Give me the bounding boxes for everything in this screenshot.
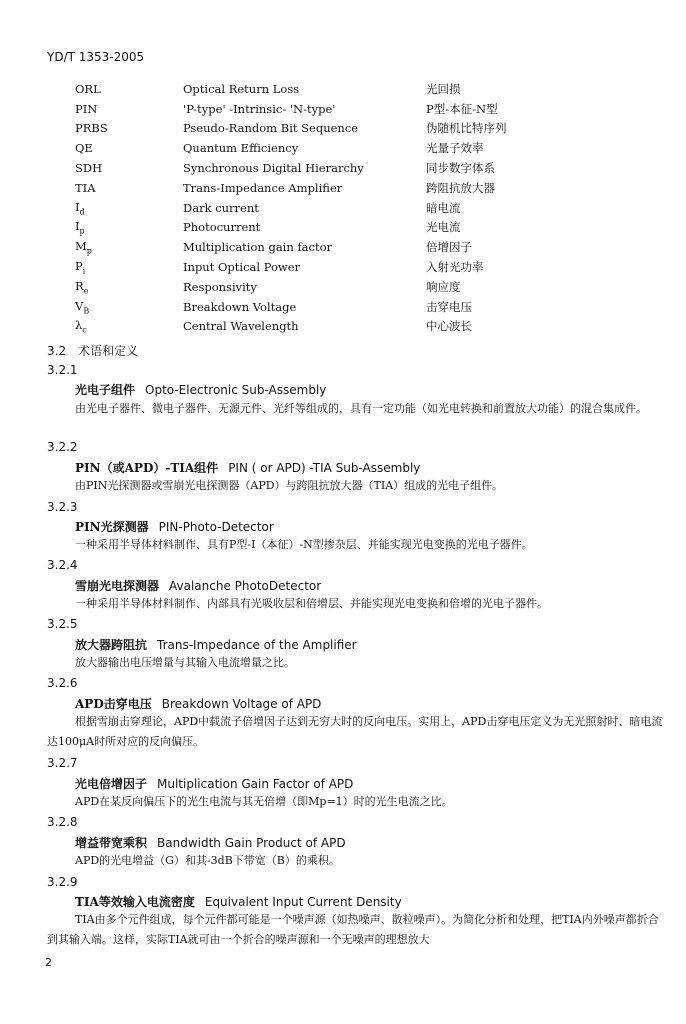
abbreviation-symbol <box>75 99 183 119</box>
definition-term <box>75 636 357 653</box>
symbol-subscript: B <box>83 305 90 315</box>
abbreviation-row <box>75 297 586 317</box>
term-english: Equivalent Input Current Density <box>204 895 402 909</box>
definition-term <box>75 518 274 535</box>
abbreviation-english: Optical Return Loss <box>183 81 300 96</box>
abbreviation-symbol <box>75 138 183 158</box>
symbol-subscript: d <box>79 206 85 216</box>
abbreviation-english: Dark current <box>183 200 259 215</box>
abbreviation-symbol <box>75 277 183 297</box>
abbreviation-row <box>75 79 586 99</box>
term-chinese: 雪崩光电探测器 <box>75 579 160 593</box>
symbol-text: TIA <box>75 180 96 195</box>
abbreviation-chinese: 中心波长 <box>426 319 472 334</box>
definition-term <box>75 775 353 792</box>
abbreviation-row <box>75 138 586 158</box>
definition-number: 3.2.9 <box>47 875 78 889</box>
definition-body: APD在某反向偏压下的光生电流与其无倍增（即Mp=1）时的光生电流之比。 <box>75 795 453 808</box>
abbreviation-chinese: 光回损 <box>426 81 461 96</box>
abbreviation-symbol <box>75 297 183 317</box>
abbreviation-symbol <box>75 218 183 238</box>
definition-body: 根据雪崩击穿理论，APD中载流子倍增因子达到无穷大时的反向电压。实用上，APD击穿电压定义为无光照射时、暗电流达100μA时所对应的反向偏压。 <box>47 715 663 748</box>
abbreviation-row <box>75 178 586 198</box>
abbreviation-symbol <box>75 79 183 99</box>
abbreviation-chinese: 光电流 <box>426 220 461 235</box>
symbol-subscript: e <box>83 286 89 296</box>
symbol-text: SDH <box>75 161 103 176</box>
abbreviation-english: Central Wavelength <box>183 319 299 334</box>
definition-number: 3.2.5 <box>47 617 78 631</box>
abbreviation-english: 'P-type' -Intrinsic- 'N-type' <box>183 101 336 116</box>
symbol-subscript: p <box>79 226 85 236</box>
term-english: PIN ( or APD) -TIA Sub-Assembly <box>228 461 421 475</box>
term-english: Trans-Impedance of the Amplifier <box>157 638 357 652</box>
abbreviation-chinese: 击穿电压 <box>426 299 472 314</box>
abbreviation-symbol <box>75 317 183 337</box>
definition-term <box>75 695 321 712</box>
abbreviation-symbol <box>75 257 183 277</box>
symbol-text: PIN <box>75 101 98 116</box>
symbol-text: P <box>75 258 83 273</box>
term-chinese: APD击穿电压 <box>75 697 152 711</box>
definition-body: 一种采用半导体材料制作、内部具有光吸收层和倍增层、并能实现光电变换和倍增的光电子器件。 <box>75 597 548 610</box>
definition-number: 3.2.1 <box>47 363 78 377</box>
term-chinese: 增益带宽乘积 <box>75 836 148 850</box>
abbreviation-english: Trans-Impedance Amplifier <box>183 180 343 195</box>
term-chinese: 光电倍增因子 <box>75 777 148 791</box>
abbreviation-chinese: 同步数字体系 <box>426 161 495 176</box>
term-english: Multiplication Gain Factor of APD <box>157 777 354 791</box>
definition-body: 一种采用半导体材料制作、具有P型-I（本征）-N型掺杂层、并能实现光电变换的光电子器件。 <box>75 538 533 551</box>
abbreviation-row <box>75 198 586 218</box>
symbol-subscript: i <box>82 266 86 276</box>
symbol-text: I <box>75 219 80 234</box>
abbreviation-symbol <box>75 237 183 257</box>
term-chinese: 放大器跨阻抗 <box>75 638 148 652</box>
term-english: Opto-Electronic Sub-Assembly <box>145 383 327 397</box>
abbreviation-chinese: 暗电流 <box>426 200 461 215</box>
abbreviation-english: Photocurrent <box>183 220 261 235</box>
abbreviation-symbol <box>75 119 183 139</box>
abbreviation-english: Quantum Efficiency <box>183 141 299 156</box>
symbol-text: PRBS <box>75 121 108 136</box>
abbreviation-chinese: 倍增因子 <box>426 240 472 255</box>
term-english: Bandwidth Gain Product of APD <box>157 836 346 850</box>
term-chinese: PIN（或APD）-TIA组件 <box>75 461 219 475</box>
abbreviation-row <box>75 158 586 178</box>
symbol-subscript: c <box>82 325 87 335</box>
symbol-text: I <box>75 199 80 214</box>
abbreviation-chinese: 入射光功率 <box>426 260 484 275</box>
symbol-subscript: p <box>86 246 92 256</box>
definition-number: 3.2.6 <box>47 676 78 690</box>
abbreviation-english: Breakdown Voltage <box>183 299 297 314</box>
term-chinese: PIN光探测器 <box>75 520 149 534</box>
page-number: 2 <box>45 956 52 969</box>
abbreviation-symbol <box>75 198 183 218</box>
definition-body: 由光电子器件、微电子器件、无源元件、光纤等组成的，具有一定功能（如光电转换和前置放大功能）的混合集成件。 <box>75 402 647 415</box>
abbreviation-row <box>75 237 586 257</box>
definition-term <box>75 834 346 851</box>
abbreviation-english: Multiplication gain factor <box>183 240 333 255</box>
symbol-text: V <box>75 298 84 313</box>
definition-term <box>75 577 321 594</box>
definition-number: 3.2.4 <box>47 558 78 572</box>
abbreviation-row <box>75 277 586 297</box>
abbreviation-chinese: P型-本征-N型 <box>426 101 498 116</box>
definition-number: 3.2.2 <box>47 440 78 454</box>
definition-body: 放大器输出电压增量与其输入电流增量之比。 <box>75 656 295 669</box>
term-chinese: 光电子组件 <box>75 383 136 397</box>
abbreviation-english: Pseudo-Random Bit Sequence <box>183 121 359 136</box>
definition-number: 3.2.8 <box>47 815 78 829</box>
section-heading: 3.2 术语和定义 <box>47 344 139 358</box>
abbreviation-chinese: 光量子效率 <box>426 141 484 156</box>
abbreviation-chinese: 伪随机比特序列 <box>426 121 507 136</box>
definition-term <box>75 381 326 398</box>
symbol-text: λ <box>75 318 83 333</box>
symbol-text: R <box>75 278 84 293</box>
abbreviation-row <box>75 218 586 238</box>
abbreviation-row <box>75 257 586 277</box>
symbol-text: M <box>75 239 87 254</box>
definition-body: APD的光电增益（G）和其-3dB下带宽（B）的乘积。 <box>75 854 340 867</box>
definition-term <box>75 459 420 476</box>
abbreviation-chinese: 响应度 <box>426 279 461 294</box>
abbreviation-english: Synchronous Digital Hierarchy <box>183 161 364 176</box>
abbreviation-english: Responsivity <box>183 279 257 294</box>
definition-body: TIA由多个元件组成，每个元件都可能是一个噪声源（如热噪声、散粒噪声）。为简化分析和处理，把TIA内外噪声都折合到其输入端。这样，实际TIA就可由一个折合的噪声源和一个无噪声的理想放大 <box>47 913 659 946</box>
term-chinese: TIA等效输入电流密度 <box>75 895 195 909</box>
abbreviation-table <box>75 79 586 336</box>
term-english: Avalanche PhotoDetector <box>169 579 322 593</box>
abbreviation-chinese: 跨阻抗放大器 <box>426 180 495 195</box>
term-english: Breakdown Voltage of APD <box>161 697 322 711</box>
symbol-text: ORL <box>75 81 101 96</box>
definition-term <box>75 893 402 910</box>
symbol-text: QE <box>75 141 93 156</box>
abbreviation-symbol <box>75 158 183 178</box>
definition-number: 3.2.7 <box>47 756 78 770</box>
definition-number: 3.2.3 <box>47 500 78 514</box>
abbreviation-symbol <box>75 178 183 198</box>
standard-header: YD/T 1353-2005 <box>47 50 145 64</box>
abbreviation-row <box>75 317 586 337</box>
term-english: PIN-Photo-Detector <box>158 520 274 534</box>
abbreviation-english: Input Optical Power <box>183 260 301 275</box>
abbreviation-row <box>75 99 586 119</box>
definition-body: 由PIN光探测器或雪崩光电探测器（APD）与跨阻抗放大器（TIA）组成的光电子组件。 <box>75 479 504 492</box>
abbreviation-row <box>75 119 586 139</box>
